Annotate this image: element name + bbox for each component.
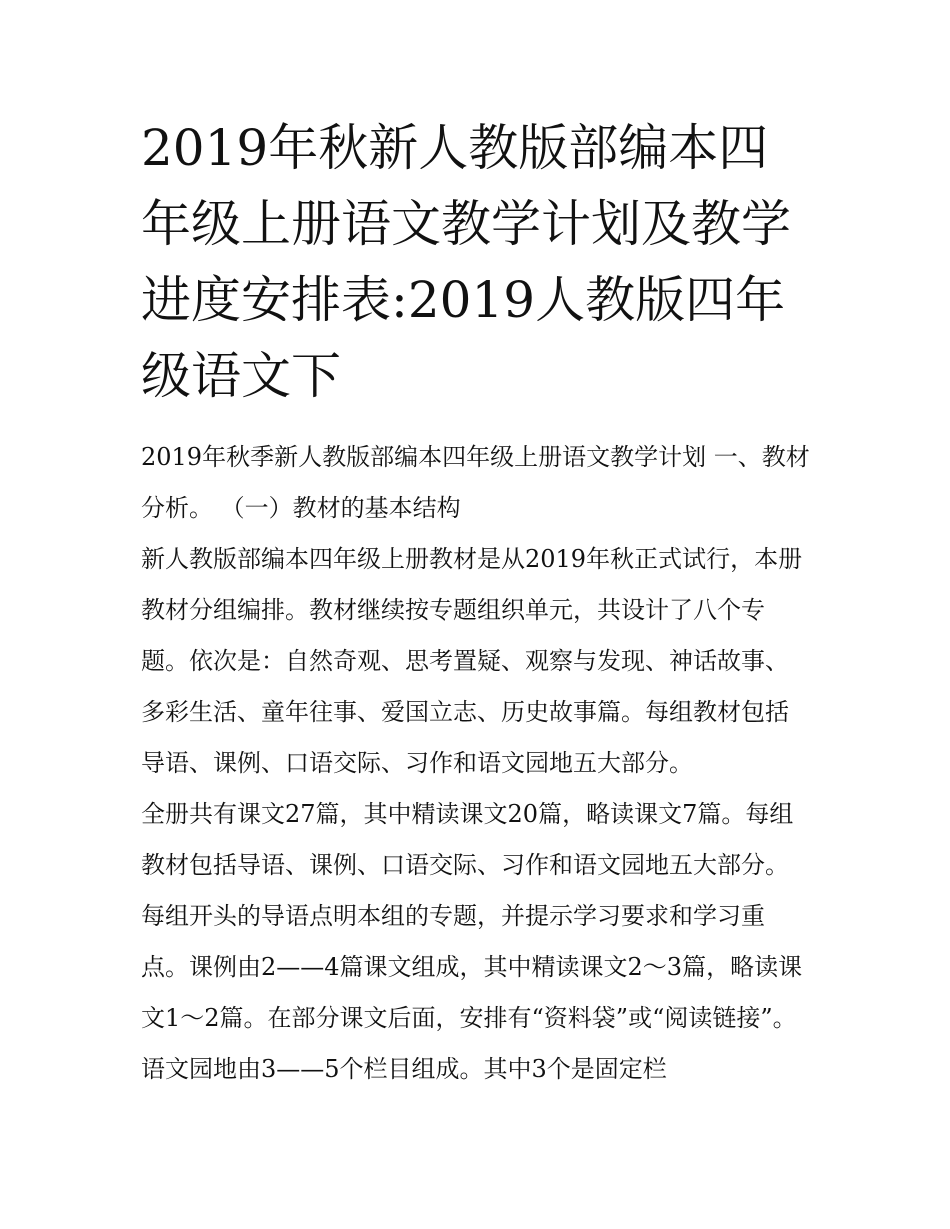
paragraph-lessons: 全册共有课文27篇，其中精读课文20篇，略读课文7篇。每组教材包括导语、课例、口语交际、习作和语文园地五大部分。每组开头的导语点明本组的专题，并提示学习要求和学习重点。课例由2——4篇课文组成，其中精读课文2～3篇，略读课文1～2篇。在部分课文后面，安排有“资料袋”或“阅读链接”。语文园地由3——5个栏目组成。其中3个是固定栏: [141, 800, 803, 1083]
paragraph-structure: 新人教版部编本四年级上册教材是从2019年秋正式试行，本册教材分组编排。教材继续按专题组织单元，共设计了八个专题。依次是：自然奇观、思考置疑、观察与发现、神话故事、多彩生活、童年往事、爱国立志、历史故事篇。每组教材包括导语、课例、口语交际、习作和语文园地五大部分。: [141, 545, 803, 777]
document-title: 2019年秋新人教版部编本四年级上册语文教学计划及教学进度安排表:2019人教版四年级语文下: [141, 119, 791, 405]
document-content: [141, 110, 811, 1095]
paragraph-intro: 2019年秋季新人教版部编本四年级上册语文教学计划 一、教材分析。 （一）教材的基本结构: [141, 443, 810, 522]
